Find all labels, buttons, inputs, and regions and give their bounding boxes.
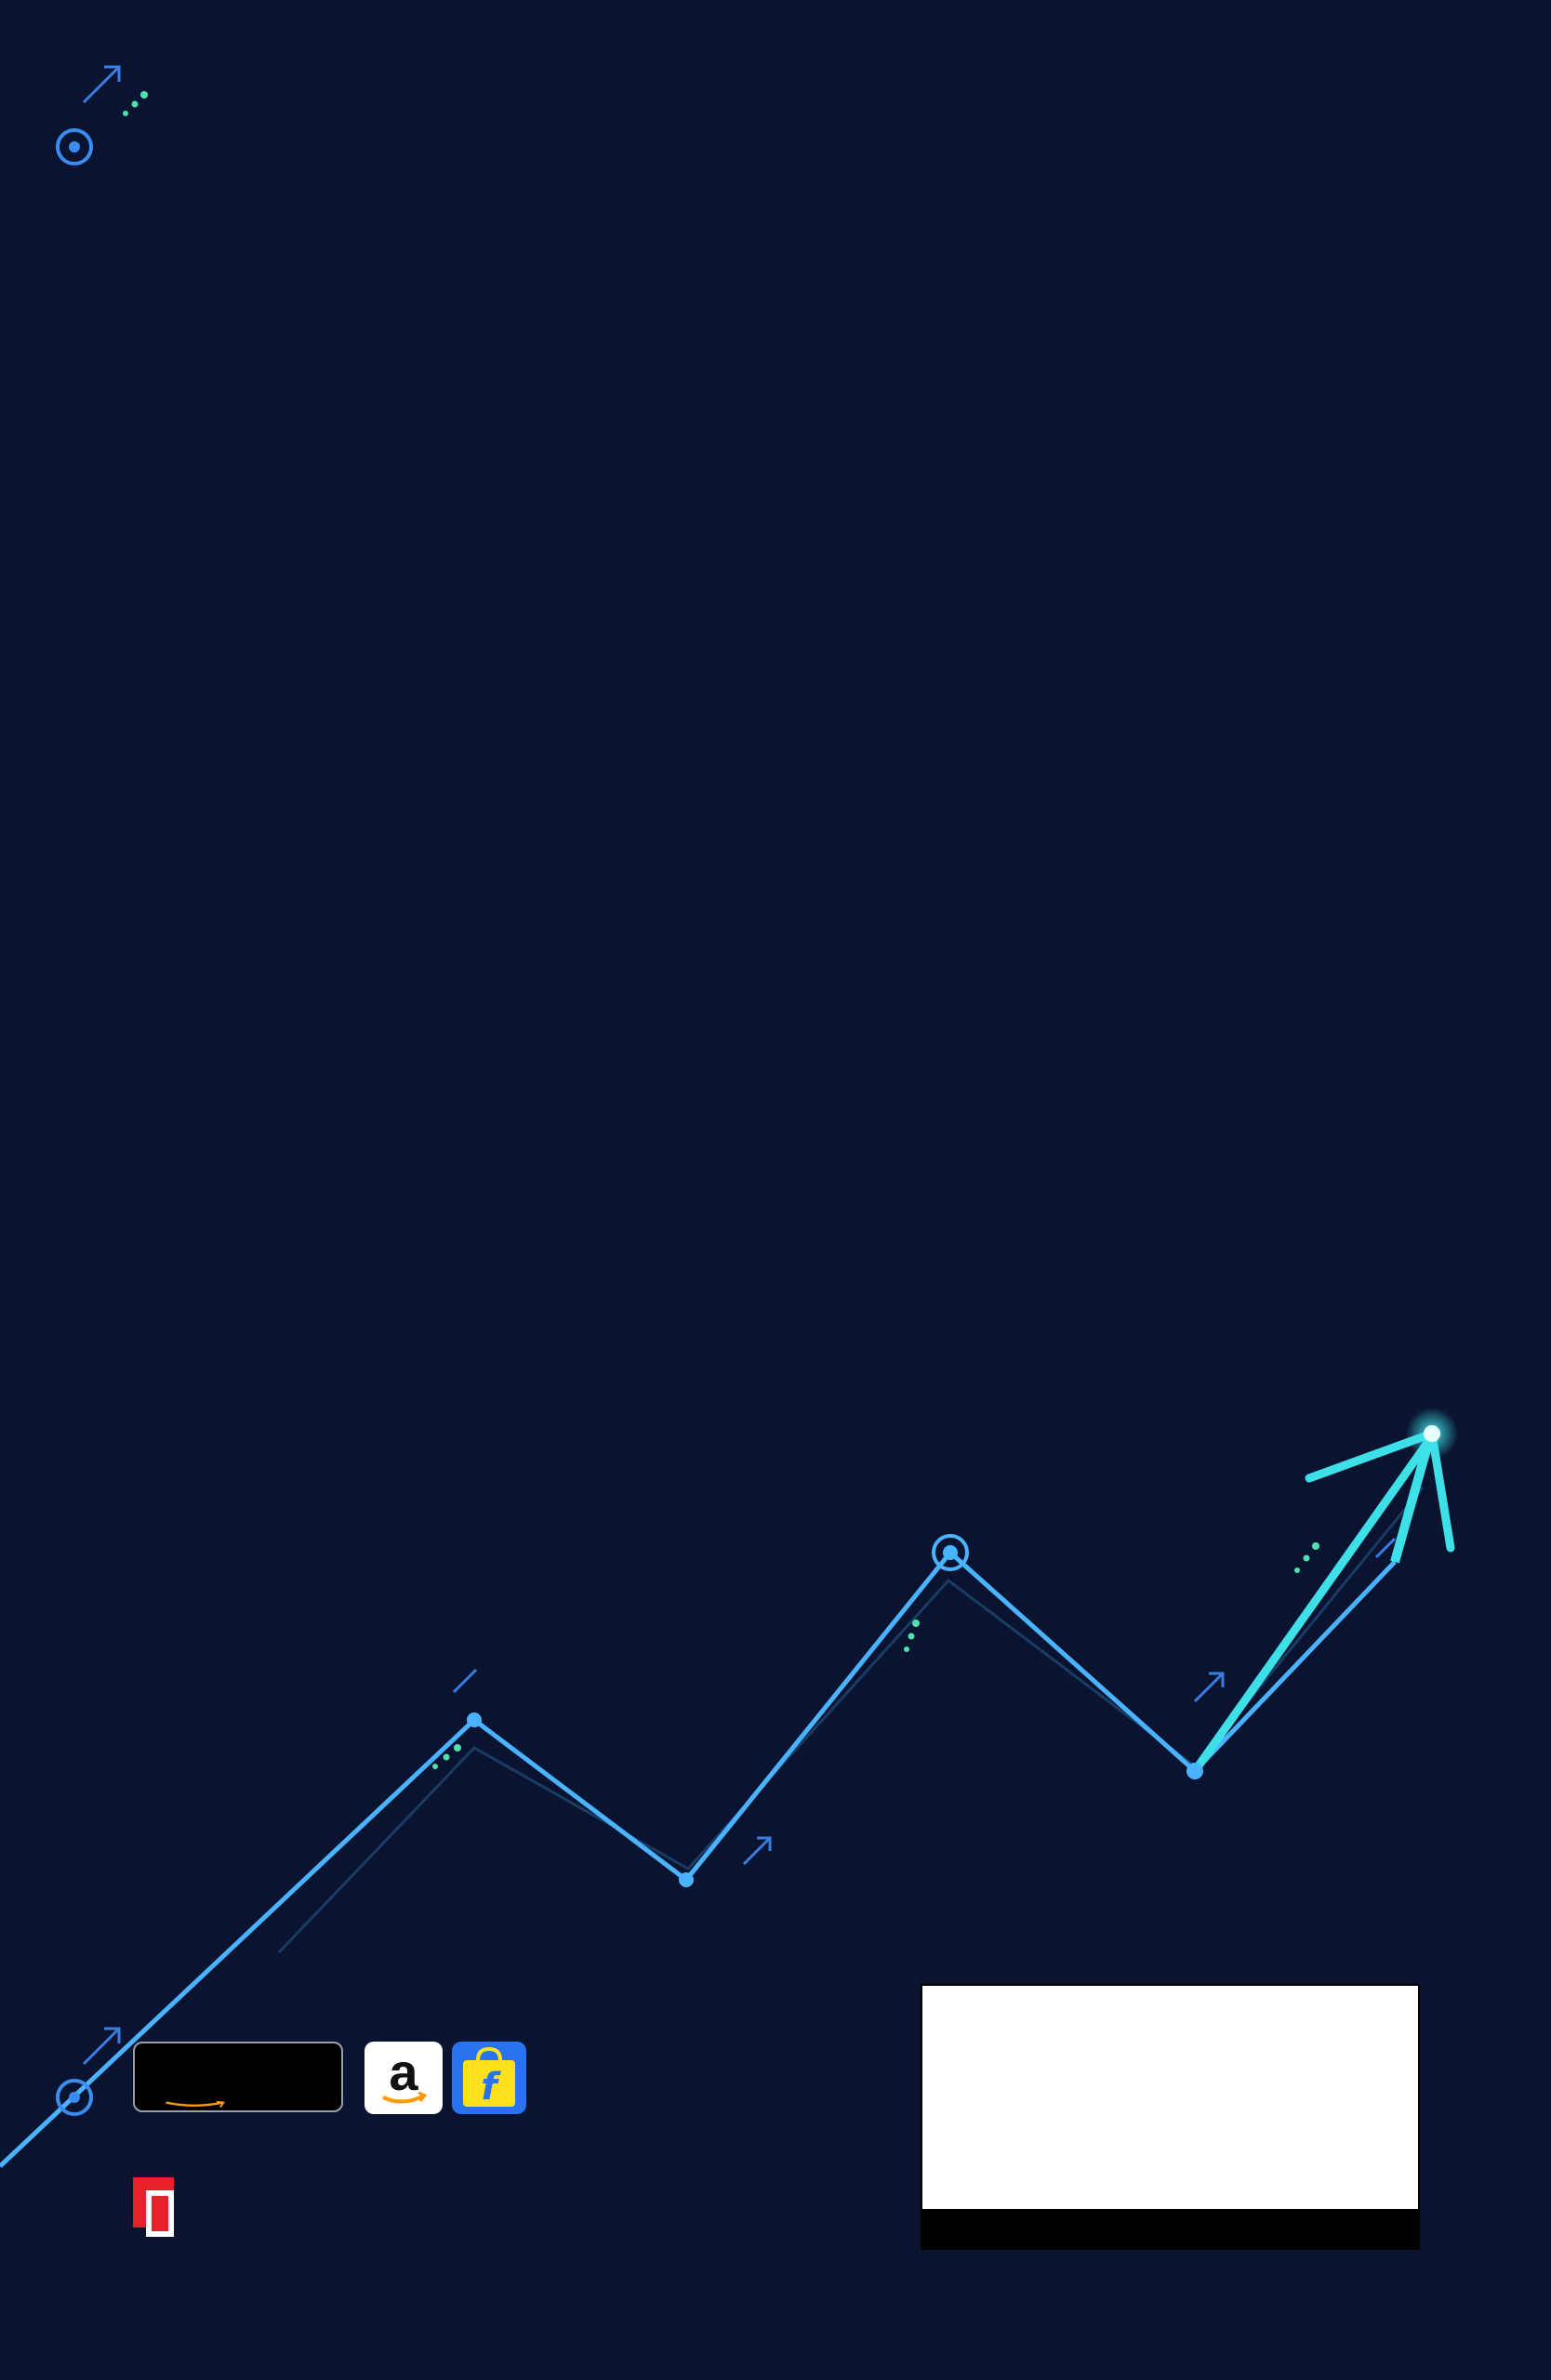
- category-strip: [922, 1986, 989, 2209]
- amazon-a-icon: [365, 2042, 443, 2114]
- qr-code[interactable]: [1278, 2077, 1399, 2198]
- amazon-app-icon[interactable]: [365, 2042, 443, 2114]
- amazon-smile-icon: [153, 2101, 265, 2109]
- price-bar: [922, 2209, 1418, 2248]
- svg-text:a: a: [389, 2043, 418, 2101]
- flipkart-bag-icon: [452, 2042, 526, 2114]
- pendown-press-logo-icon: [133, 2177, 189, 2237]
- svg-text:f: f: [481, 2066, 497, 2109]
- flipkart-app-icon[interactable]: [452, 2042, 526, 2114]
- amazon-kindle-badge[interactable]: [133, 2042, 343, 2112]
- barcode-panel: [921, 1984, 1420, 2250]
- isbn-barcode: [1004, 2021, 1274, 2179]
